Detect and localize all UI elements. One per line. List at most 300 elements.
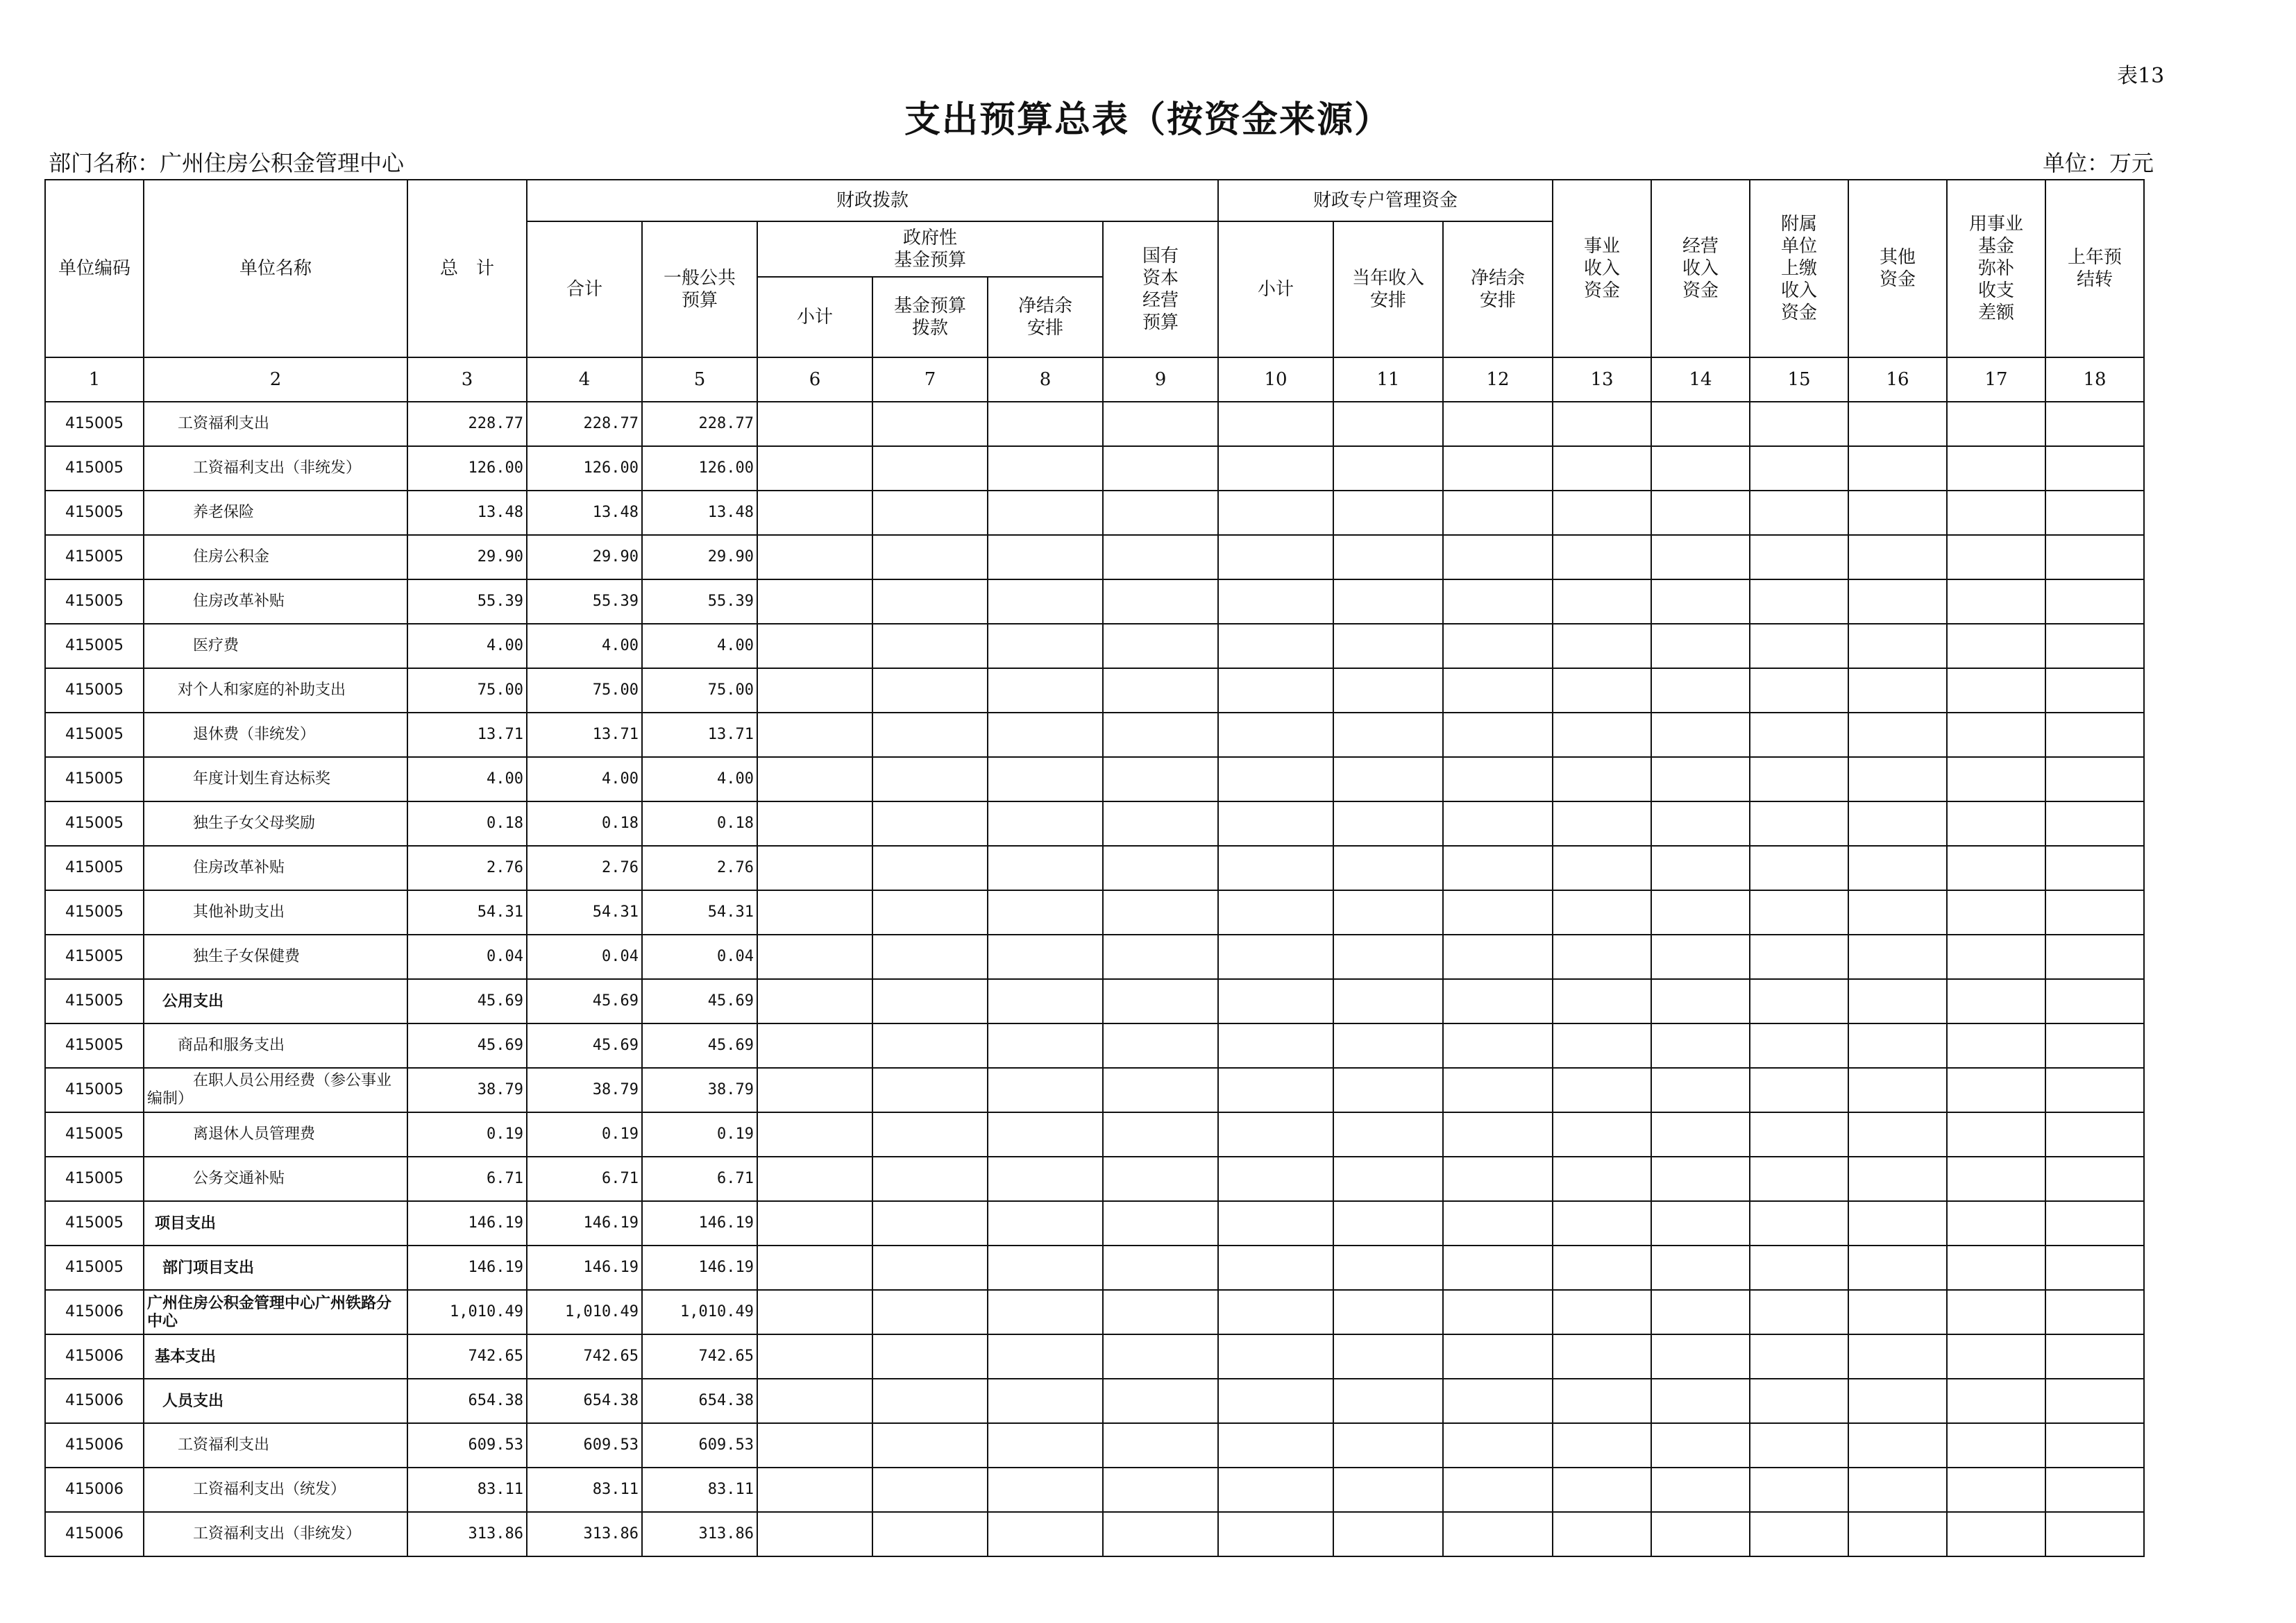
empty-cell [1848, 1334, 1947, 1379]
fiscal-sum-cell: 654.38 [527, 1379, 642, 1423]
empty-cell [872, 1068, 988, 1112]
empty-cell [2045, 713, 2144, 757]
total-cell: 146.19 [407, 1201, 527, 1246]
empty-cell [2045, 846, 2144, 890]
column-index-cell: 17 [1947, 357, 2045, 402]
empty-cell [872, 1512, 988, 1556]
header-carryover: 上年预 结转 [2045, 180, 2144, 357]
empty-cell [1553, 446, 1651, 491]
general-budget-cell: 313.86 [642, 1512, 757, 1556]
empty-cell [1553, 935, 1651, 979]
empty-cell [872, 1201, 988, 1246]
empty-cell [1443, 890, 1553, 935]
empty-cell [1750, 1379, 1848, 1423]
empty-cell [1553, 1068, 1651, 1112]
empty-cell [2045, 579, 2144, 624]
empty-cell [1218, 491, 1333, 535]
empty-cell [1443, 713, 1553, 757]
general-budget-cell: 83.11 [642, 1468, 757, 1512]
total-cell: 13.71 [407, 713, 527, 757]
general-budget-cell: 55.39 [642, 579, 757, 624]
unit-name-cell: 退休费（非统发） [144, 713, 407, 757]
empty-cell [1553, 1379, 1651, 1423]
empty-cell [1651, 846, 1750, 890]
empty-cell [1947, 668, 2045, 713]
empty-cell [1651, 757, 1750, 801]
empty-cell [1553, 1423, 1651, 1468]
unit-name-cell: 住房公积金 [144, 535, 407, 579]
total-cell: 313.86 [407, 1512, 527, 1556]
empty-cell [1333, 1379, 1443, 1423]
empty-cell [1218, 446, 1333, 491]
unit-name-cell: 部门项目支出 [144, 1246, 407, 1290]
empty-cell [1750, 1246, 1848, 1290]
empty-cell [1750, 890, 1848, 935]
empty-cell [1848, 1423, 1947, 1468]
unit-code-cell: 415006 [45, 1423, 144, 1468]
empty-cell [872, 713, 988, 757]
table-row [45, 402, 2144, 446]
general-budget-cell: 2.76 [642, 846, 757, 890]
empty-cell [1553, 1157, 1651, 1201]
empty-cell [1218, 801, 1333, 846]
table-row [45, 491, 2144, 535]
general-budget-cell: 126.00 [642, 446, 757, 491]
empty-cell [1443, 579, 1553, 624]
total-cell: 228.77 [407, 402, 527, 446]
empty-cell [1333, 668, 1443, 713]
empty-cell [1750, 1157, 1848, 1201]
unit-code-cell: 415005 [45, 1246, 144, 1290]
fiscal-sum-cell: 54.31 [527, 890, 642, 935]
fiscal-sum-cell: 0.19 [527, 1112, 642, 1157]
empty-cell [1947, 1068, 2045, 1112]
column-index-row [45, 357, 2144, 402]
empty-cell [988, 1157, 1103, 1201]
empty-cell [1848, 801, 1947, 846]
total-cell: 126.00 [407, 446, 527, 491]
empty-cell [1218, 846, 1333, 890]
general-budget-cell: 4.00 [642, 757, 757, 801]
empty-cell [1947, 890, 2045, 935]
empty-cell [988, 1379, 1103, 1423]
empty-cell [2045, 1157, 2144, 1201]
empty-cell [988, 1023, 1103, 1068]
header-special: 财政专户管理资金 [1218, 180, 1553, 221]
unit-name-cell: 项目支出 [144, 1201, 407, 1246]
fiscal-sum-cell: 228.77 [527, 402, 642, 446]
empty-cell [1947, 579, 2045, 624]
empty-cell [1651, 1423, 1750, 1468]
empty-cell [872, 979, 988, 1023]
empty-cell [1848, 668, 1947, 713]
empty-cell [1443, 1379, 1553, 1423]
empty-cell [1553, 1468, 1651, 1512]
total-cell: 55.39 [407, 579, 527, 624]
general-budget-cell: 0.19 [642, 1112, 757, 1157]
empty-cell [1103, 1246, 1218, 1290]
unit-code-cell: 415005 [45, 935, 144, 979]
empty-cell [757, 446, 872, 491]
empty-cell [872, 668, 988, 713]
empty-cell [1848, 713, 1947, 757]
unit-name-cell: 公务交通补贴 [144, 1157, 407, 1201]
empty-cell [2045, 1512, 2144, 1556]
empty-cell [2045, 1068, 2144, 1112]
empty-cell [1103, 890, 1218, 935]
empty-cell [1750, 668, 1848, 713]
empty-cell [1750, 535, 1848, 579]
empty-cell [757, 624, 872, 668]
empty-cell [1103, 1423, 1218, 1468]
empty-cell [2045, 402, 2144, 446]
empty-cell [2045, 1468, 2144, 1512]
empty-cell [1103, 668, 1218, 713]
empty-cell [2045, 491, 2144, 535]
empty-cell [1553, 801, 1651, 846]
empty-cell [1947, 1512, 2045, 1556]
empty-cell [757, 935, 872, 979]
empty-cell [2045, 535, 2144, 579]
column-index-cell: 3 [407, 357, 527, 402]
empty-cell [2045, 624, 2144, 668]
unit-code-cell: 415005 [45, 1157, 144, 1201]
empty-cell [1443, 846, 1553, 890]
empty-cell [1750, 935, 1848, 979]
empty-cell [1553, 668, 1651, 713]
fiscal-sum-cell: 4.00 [527, 624, 642, 668]
empty-cell [1218, 1468, 1333, 1512]
empty-cell [1103, 801, 1218, 846]
empty-cell [1848, 846, 1947, 890]
table-row [45, 801, 2144, 846]
fiscal-sum-cell: 83.11 [527, 1468, 642, 1512]
empty-cell [1651, 624, 1750, 668]
empty-cell [1848, 979, 1947, 1023]
empty-cell [1553, 491, 1651, 535]
total-cell: 0.18 [407, 801, 527, 846]
empty-cell [1218, 1023, 1333, 1068]
empty-cell [1947, 1246, 2045, 1290]
empty-cell [757, 979, 872, 1023]
unit-code-cell: 415006 [45, 1379, 144, 1423]
empty-cell [757, 1112, 872, 1157]
unit-code-cell: 415005 [45, 1112, 144, 1157]
empty-cell [1750, 491, 1848, 535]
empty-cell [1443, 1246, 1553, 1290]
empty-cell [1947, 1468, 2045, 1512]
fiscal-sum-cell: 75.00 [527, 668, 642, 713]
table-row [45, 668, 2144, 713]
empty-cell [1443, 1468, 1553, 1512]
column-index-cell: 8 [988, 357, 1103, 402]
empty-cell [1848, 1468, 1947, 1512]
empty-cell [1333, 935, 1443, 979]
empty-cell [1553, 535, 1651, 579]
empty-cell [1103, 846, 1218, 890]
general-budget-cell: 29.90 [642, 535, 757, 579]
empty-cell [1103, 935, 1218, 979]
empty-cell [1750, 713, 1848, 757]
empty-cell [1651, 1290, 1750, 1334]
unit-code-cell: 415005 [45, 713, 144, 757]
empty-cell [2045, 1290, 2144, 1334]
empty-cell [1750, 1512, 1848, 1556]
empty-cell [757, 1290, 872, 1334]
empty-cell [1103, 1468, 1218, 1512]
empty-cell [1750, 801, 1848, 846]
empty-cell [1651, 491, 1750, 535]
empty-cell [757, 668, 872, 713]
total-cell: 146.19 [407, 1246, 527, 1290]
empty-cell [1333, 713, 1443, 757]
empty-cell [1848, 890, 1947, 935]
empty-cell [1103, 624, 1218, 668]
empty-cell [872, 1423, 988, 1468]
empty-cell [2045, 446, 2144, 491]
empty-cell [988, 1512, 1103, 1556]
empty-cell [988, 890, 1103, 935]
empty-cell [1651, 1157, 1750, 1201]
empty-cell [1218, 1201, 1333, 1246]
empty-cell [1848, 1112, 1947, 1157]
empty-cell [1848, 1157, 1947, 1201]
empty-cell [1443, 402, 1553, 446]
empty-cell [1103, 1157, 1218, 1201]
empty-cell [872, 1023, 988, 1068]
empty-cell [1333, 402, 1443, 446]
empty-cell [1848, 1246, 1947, 1290]
header-special-current: 当年收入 安排 [1333, 221, 1443, 357]
total-cell: 6.71 [407, 1157, 527, 1201]
empty-cell [1553, 757, 1651, 801]
empty-cell [1443, 1201, 1553, 1246]
empty-cell [1750, 446, 1848, 491]
empty-cell [1848, 446, 1947, 491]
unit-code-cell: 415005 [45, 1068, 144, 1112]
empty-cell [1103, 1112, 1218, 1157]
general-budget-cell: 75.00 [642, 668, 757, 713]
empty-cell [1651, 935, 1750, 979]
empty-cell [1443, 1290, 1553, 1334]
empty-cell [1651, 713, 1750, 757]
table-row [45, 713, 2144, 757]
empty-cell [1947, 979, 2045, 1023]
unit-name-cell: 离退休人员管理费 [144, 1112, 407, 1157]
header-gov-fund-alloc: 基金预算 拨款 [872, 277, 988, 357]
column-index-cell: 9 [1103, 357, 1218, 402]
empty-cell [1848, 757, 1947, 801]
empty-cell [988, 757, 1103, 801]
table-row [45, 579, 2144, 624]
empty-cell [1553, 579, 1651, 624]
empty-cell [1947, 757, 2045, 801]
header-code: 单位编码 [45, 180, 144, 357]
empty-cell [1651, 1023, 1750, 1068]
table-row [45, 979, 2144, 1023]
empty-cell [1651, 402, 1750, 446]
empty-cell [757, 713, 872, 757]
unit-code-cell: 415006 [45, 1290, 144, 1334]
general-budget-cell: 1,010.49 [642, 1290, 757, 1334]
empty-cell [1947, 1334, 2045, 1379]
unit-code-cell: 415005 [45, 491, 144, 535]
empty-cell [1218, 757, 1333, 801]
general-budget-cell: 742.65 [642, 1334, 757, 1379]
empty-cell [1651, 1468, 1750, 1512]
fiscal-sum-cell: 1,010.49 [527, 1290, 642, 1334]
unit-code-cell: 415006 [45, 1512, 144, 1556]
empty-cell [757, 579, 872, 624]
general-budget-cell: 6.71 [642, 1157, 757, 1201]
empty-cell [1947, 801, 2045, 846]
empty-cell [1848, 535, 1947, 579]
unit-code-cell: 415005 [45, 624, 144, 668]
empty-cell [1651, 535, 1750, 579]
empty-cell [1947, 446, 2045, 491]
empty-cell [1651, 668, 1750, 713]
unit-code-cell: 415005 [45, 402, 144, 446]
empty-cell [872, 1112, 988, 1157]
general-budget-cell: 228.77 [642, 402, 757, 446]
empty-cell [1333, 579, 1443, 624]
unit-name-cell: 工资福利支出（统发） [144, 1468, 407, 1512]
unit-code-cell: 415005 [45, 1023, 144, 1068]
empty-cell [988, 1290, 1103, 1334]
unit-code-cell: 415005 [45, 890, 144, 935]
empty-cell [757, 757, 872, 801]
unit-name-cell: 工资福利支出 [144, 1423, 407, 1468]
empty-cell [1947, 1379, 2045, 1423]
empty-cell [1103, 979, 1218, 1023]
empty-cell [1218, 1290, 1333, 1334]
empty-cell [988, 801, 1103, 846]
table-row [45, 446, 2144, 491]
unit-code-cell: 415005 [45, 801, 144, 846]
header-fiscal: 财政拨款 [527, 180, 1218, 221]
unit-code-cell: 415005 [45, 579, 144, 624]
table-row [45, 535, 2144, 579]
empty-cell [1443, 535, 1553, 579]
fiscal-sum-cell: 146.19 [527, 1246, 642, 1290]
header-other: 其他 资金 [1848, 180, 1947, 357]
empty-cell [1103, 757, 1218, 801]
empty-cell [757, 402, 872, 446]
empty-cell [1218, 1068, 1333, 1112]
unit-name-cell: 工资福利支出（非统发） [144, 1512, 407, 1556]
empty-cell [1947, 1201, 2045, 1246]
unit-name-cell: 年度计划生育达标奖 [144, 757, 407, 801]
empty-cell [1947, 1157, 2045, 1201]
total-cell: 0.19 [407, 1112, 527, 1157]
empty-cell [1651, 890, 1750, 935]
empty-cell [988, 402, 1103, 446]
empty-cell [872, 846, 988, 890]
table-row [45, 1112, 2144, 1157]
header-fund-offset: 用事业 基金 弥补 收支 差额 [1947, 180, 2045, 357]
empty-cell [757, 1423, 872, 1468]
empty-cell [872, 890, 988, 935]
empty-cell [2045, 668, 2144, 713]
empty-cell [1553, 713, 1651, 757]
empty-cell [1947, 1023, 2045, 1068]
empty-cell [1103, 1023, 1218, 1068]
empty-cell [1750, 402, 1848, 446]
empty-cell [1553, 402, 1651, 446]
empty-cell [1333, 1023, 1443, 1068]
empty-cell [1218, 402, 1333, 446]
general-budget-cell: 0.04 [642, 935, 757, 979]
empty-cell [1651, 1068, 1750, 1112]
column-index-cell: 18 [2045, 357, 2144, 402]
empty-cell [1848, 1068, 1947, 1112]
empty-cell [1651, 1512, 1750, 1556]
empty-cell [1947, 624, 2045, 668]
empty-cell [1443, 1423, 1553, 1468]
empty-cell [757, 1334, 872, 1379]
empty-cell [1750, 624, 1848, 668]
column-index-cell: 13 [1553, 357, 1651, 402]
header-affiliated-income: 附属 单位 上缴 收入 资金 [1750, 180, 1848, 357]
column-index-cell: 11 [1333, 357, 1443, 402]
empty-cell [1443, 491, 1553, 535]
empty-cell [872, 624, 988, 668]
empty-cell [1443, 1112, 1553, 1157]
fiscal-sum-cell: 609.53 [527, 1423, 642, 1468]
empty-cell [2045, 1423, 2144, 1468]
empty-cell [1750, 1334, 1848, 1379]
total-cell: 38.79 [407, 1068, 527, 1112]
empty-cell [1651, 979, 1750, 1023]
empty-cell [1651, 1379, 1750, 1423]
empty-cell [988, 846, 1103, 890]
fiscal-sum-cell: 45.69 [527, 1023, 642, 1068]
empty-cell [1443, 979, 1553, 1023]
table-row [45, 624, 2144, 668]
general-budget-cell: 0.18 [642, 801, 757, 846]
empty-cell [1750, 1201, 1848, 1246]
empty-cell [988, 491, 1103, 535]
empty-cell [1218, 890, 1333, 935]
empty-cell [2045, 1246, 2144, 1290]
unit-name-cell: 对个人和家庭的补助支出 [144, 668, 407, 713]
empty-cell [988, 668, 1103, 713]
general-budget-cell: 146.19 [642, 1246, 757, 1290]
unit-name-cell: 工资福利支出（非统发） [144, 446, 407, 491]
header-gov-net-balance: 净结余 安排 [988, 277, 1103, 357]
fiscal-sum-cell: 146.19 [527, 1201, 642, 1246]
general-budget-cell: 45.69 [642, 979, 757, 1023]
empty-cell [1947, 491, 2045, 535]
column-index-cell: 10 [1218, 357, 1333, 402]
unit-code-cell: 415005 [45, 1201, 144, 1246]
empty-cell [1333, 1246, 1443, 1290]
general-budget-cell: 146.19 [642, 1201, 757, 1246]
unit-name-cell: 广州住房公积金管理中心广州铁路分中心 [144, 1290, 407, 1334]
empty-cell [1553, 1112, 1651, 1157]
column-index-cell: 1 [45, 357, 144, 402]
table-row [45, 1423, 2144, 1468]
empty-cell [1848, 491, 1947, 535]
empty-cell [2045, 801, 2144, 846]
unit-code-cell: 415006 [45, 1334, 144, 1379]
table-row [45, 1023, 2144, 1068]
fiscal-sum-cell: 742.65 [527, 1334, 642, 1379]
empty-cell [1651, 579, 1750, 624]
empty-cell [1218, 979, 1333, 1023]
unit-name-cell: 工资福利支出 [144, 402, 407, 446]
empty-cell [757, 1379, 872, 1423]
